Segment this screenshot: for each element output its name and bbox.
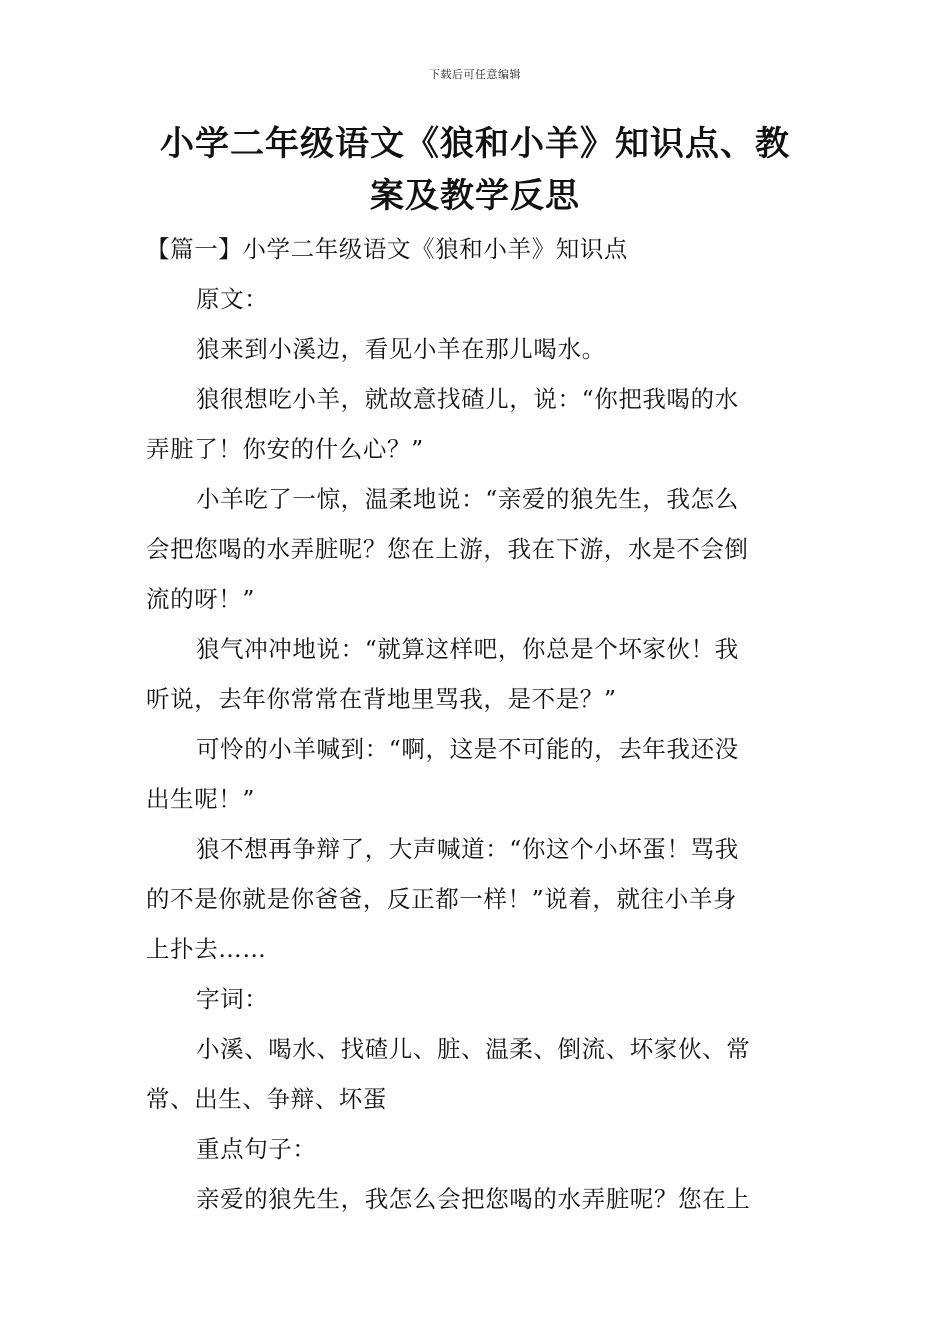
text-line: 的不是你就是你爸爸，反正都一样！”说着，就往小羊身 [146,885,738,913]
header-note: 下载后可任意编辑 [429,68,521,81]
text-line: 狼不想再争辩了，大声喊道：“你这个小坏蛋！骂我 [196,835,739,863]
text-line: 可怜的小羊喊到：“啊，这是不可能的，去年我还没 [196,735,739,763]
text-line: 原文： [196,285,269,313]
title-line-1: 小学二年级语文《狼和小羊》知识点、教 [160,124,790,164]
text-line: 常、出生、争辩、坏蛋 [146,1085,387,1113]
text-line: 亲爱的狼先生，我怎么会把您喝的水弄脏呢？您在上 [196,1185,751,1213]
text-line: 狼气冲冲地说：“就算这样吧，你总是个坏家伙！我 [196,635,739,663]
text-line: 狼来到小溪边，看见小羊在那儿喝水。 [196,335,606,363]
text-line: 弄脏了！你安的什么心？” [146,435,424,463]
text-line: 狼很想吃小羊，就故意找碴儿，说：“你把我喝的水 [196,385,739,413]
text-line: 上扑去…… [146,935,267,963]
text-line: 字词： [196,985,269,1013]
title-line-2: 案及教学反思 [370,176,580,216]
section-heading: 【篇一】小学二年级语文《狼和小羊》知识点 [146,235,628,263]
text-line: 小溪、喝水、找碴儿、脏、温柔、倒流、坏家伙、常 [196,1035,751,1063]
text-line: 会把您喝的水弄脏呢？您在上游，我在下游，水是不会倒 [146,535,749,563]
text-line: 听说，去年你常常在背地里骂我，是不是？” [146,685,617,713]
text-line: 出生呢！” [146,785,256,813]
text-line: 重点句子： [196,1135,317,1163]
text-line: 流的呀！” [146,585,256,613]
page-title [140,118,810,222]
document-body [146,224,810,1224]
text-line: 小羊吃了一惊，温柔地说：“亲爱的狼先生，我怎么 [196,485,739,513]
